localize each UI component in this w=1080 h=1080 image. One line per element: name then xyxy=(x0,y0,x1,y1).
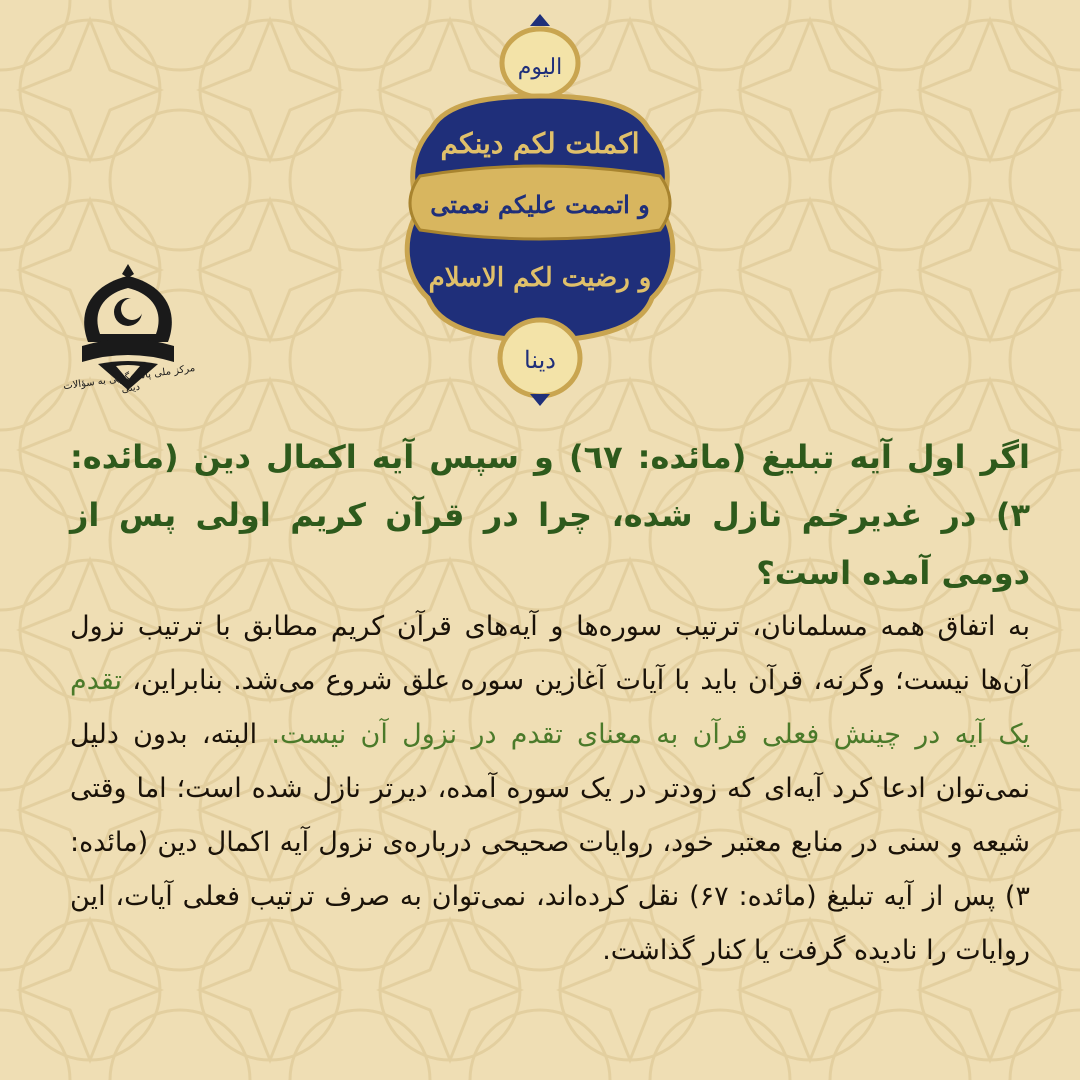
calligraphy-bottom: دینا xyxy=(524,346,556,374)
calligraphy-emblem-icon xyxy=(380,8,700,408)
answer-highlight: تقدم یک آیه در چینش فعلی قرآن به معنای تقدم در نزول آن نیست. xyxy=(70,665,1030,750)
calligraphy-line-1: اکملت لکم دینکم xyxy=(440,127,640,160)
question-heading: اگر اول آیه تبلیغ (مائده: ٦٧) و سپس آیه اکمال دین (مائده: ٣) در غدیرخم نازل شده، چرا در قرآن کریم اولی پس از دومی آمده است؟ xyxy=(70,438,1031,592)
answer-paragraph xyxy=(70,600,1030,978)
calligraphy-line-2: و اتممت علیکم نعمتی xyxy=(430,190,650,219)
logo-caption: مرکز ملی پاسخگویی به سؤالات دینی xyxy=(62,362,196,396)
calligraphy-top: الیوم xyxy=(517,55,563,80)
answer-text-part-1: به اتفاق همه مسلمانان، ترتیب سوره‌ها و آیه‌های قرآن کریم مطابق با ترتیب نزول آن‌ها نیست؛ وگرنه، قرآن باید با آیات آغازین سوره علق شروع می‌شد. بنابراین، xyxy=(70,611,1030,696)
calligraphy-line-3: و رضیت لکم الاسلام xyxy=(428,263,652,293)
answer-text-part-2: البته، بدون دلیل نمی‌توان ادعا کرد آیه‌ای که زودتر در یک سوره آمده، دیرتر نازل شده است؛ اما وقتی شیعه و سنی در منابع معتبر خود، روایات صحیحی درباره‌ی نزول آیه اکمال دین (مائده: ۳) پس از آیه تبلیغ (مائده: ۶۷) نقل کرده‌اند، نمی‌توان به صرف ترتیب فعلی آیات، این روایات را نادیده گرفت یا کنار گذاشت. xyxy=(70,719,1030,966)
